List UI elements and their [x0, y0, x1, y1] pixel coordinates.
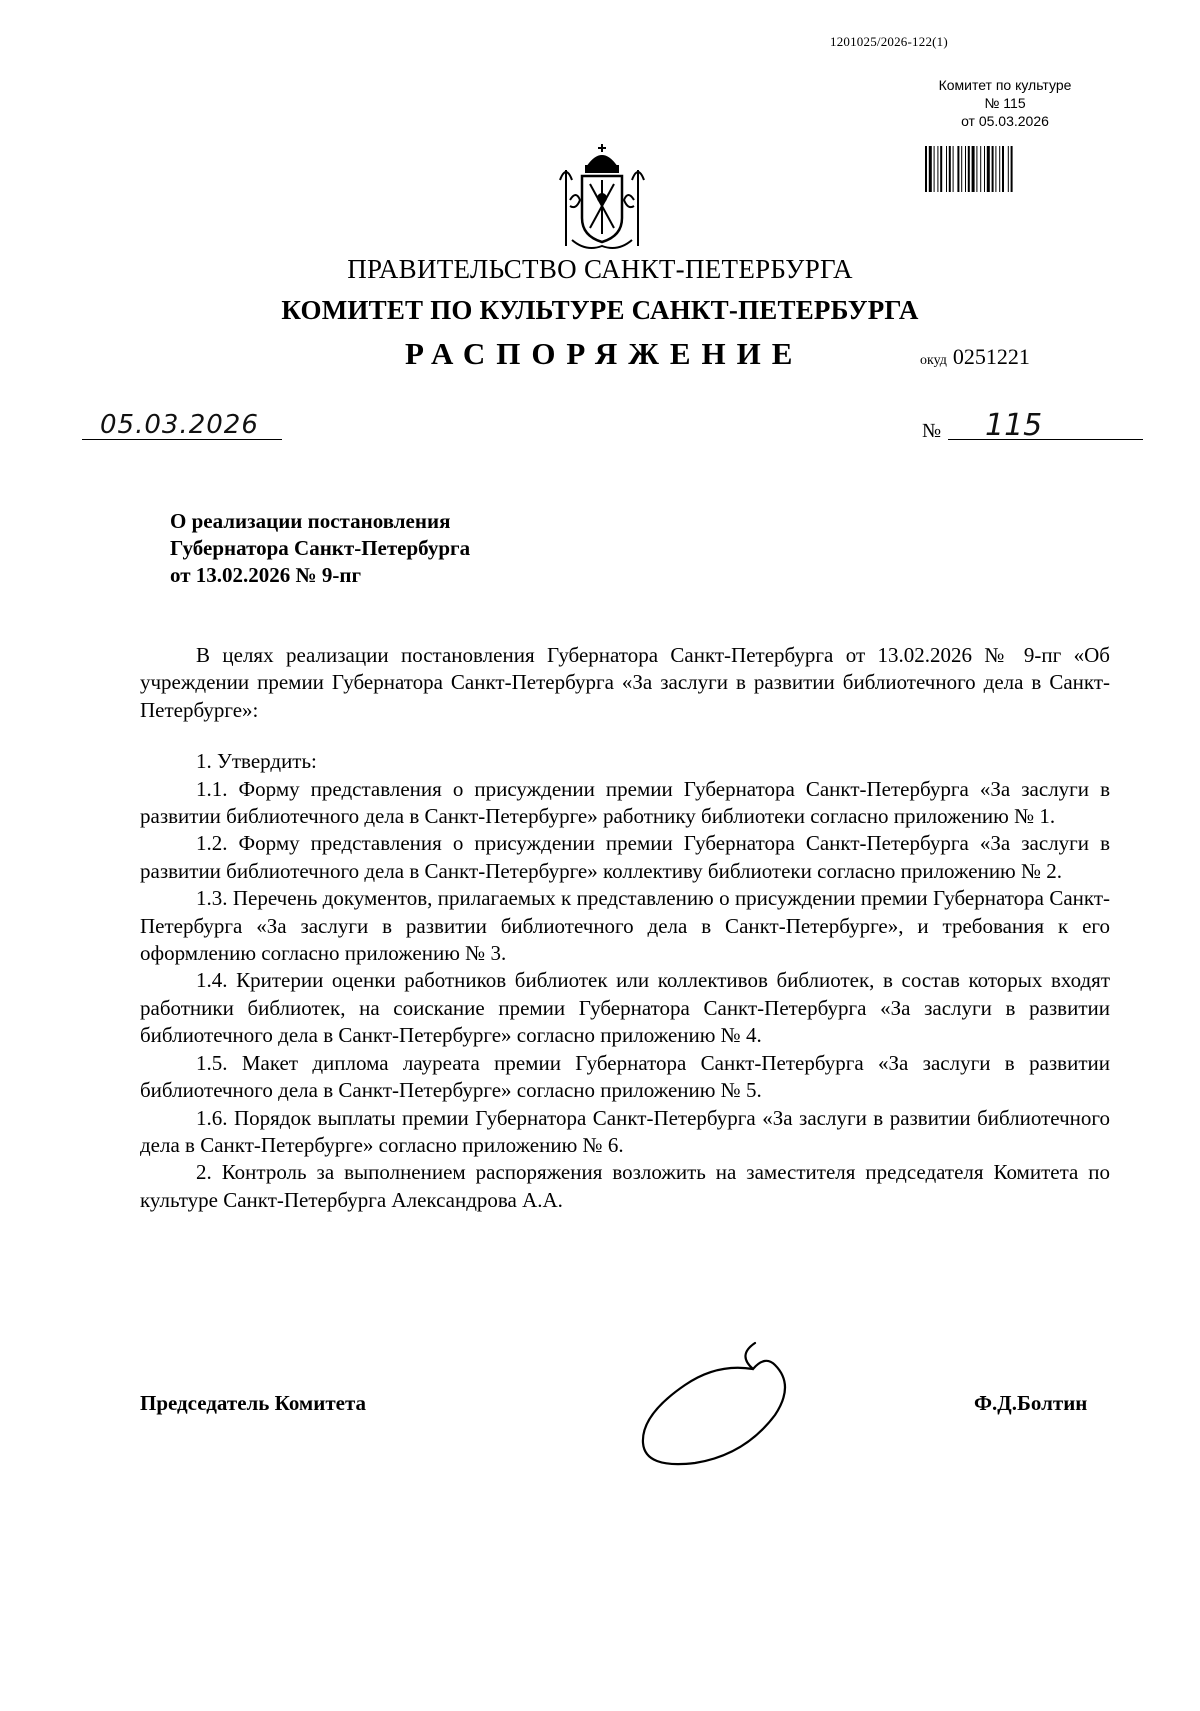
barcode-bar	[961, 146, 962, 192]
clause-1-6: 1.6. Порядок выплаты премии Губернатора Санкт-Петербурга «За заслуги в развитии библиотечного дела в Санкт-Петербурге» согласно приложению № 6.	[140, 1105, 1110, 1157]
barcode-bar	[980, 146, 981, 192]
barcode-bar	[984, 146, 985, 192]
handwritten-date: 05.03.2026	[100, 410, 259, 440]
okud-code	[920, 344, 1030, 370]
document-code: 1201025/2026-122(1)	[830, 34, 948, 49]
barcode-bar	[946, 146, 947, 192]
barcode-bar	[957, 146, 959, 192]
clause-1-1: 1.1. Форму представления о присуждении премии Губернатора Санкт-Петербурга «За заслуги в развитии библиотечного дела в Санкт-Петербурге» работнику библиотеки согласно приложению № 1.	[140, 776, 1110, 829]
signatory-name: Ф.Д.Болтин	[974, 1391, 1088, 1415]
number-underline	[948, 438, 1143, 440]
barcode-bar	[999, 146, 1000, 192]
barcode-bar	[995, 146, 996, 192]
committee-heading: КОМИТЕТ ПО КУЛЬТУРЕ САНКТ-ПЕТЕРБУРГА	[281, 295, 919, 325]
document-type-title: РАСПОРЯЖЕНИЕ	[405, 336, 804, 371]
number-sign: №	[922, 420, 942, 442]
barcode-bar	[1002, 146, 1004, 192]
barcode-bar	[953, 146, 954, 192]
barcode-bar	[934, 146, 935, 192]
subject-line: от 13.02.2026 № 9-пг	[170, 563, 362, 587]
barcode-bar	[992, 146, 994, 192]
clause-1-2: 1.2. Форму представления о присуждении премии Губернатора Санкт-Петербурга «За заслуги в развитии библиотечного дела в Санкт-Петербурге» коллективу библиотеки согласно приложению № 2.	[140, 831, 1110, 883]
clause-1-4: 1.4. Критерии оценки работников библиотек или коллективов библиотек, в состав которых входят работники библиотек, на соискание премии Губернатора Санкт-Петербурга «За заслуги в развитии библиотечного дела в Санкт-Петербурге» согласно приложению № 4.	[140, 968, 1110, 1048]
stamp-org: Комитет по культуре	[938, 77, 1072, 93]
barcode-bar	[929, 146, 932, 192]
clause-1-5: 1.5. Макет диплома лауреата премии Губернатора Санкт-Петербурга «За заслуги в развитии библиотечного дела в Санкт-Петербурге» согласно приложению № 5.	[140, 1050, 1110, 1103]
barcode-bar	[976, 146, 977, 192]
handwritten-signature	[625, 1325, 845, 1475]
registration-stamp	[905, 76, 1105, 130]
document-subject	[170, 508, 470, 589]
barcode-bar	[937, 146, 938, 192]
coat-of-arms-emblem	[556, 140, 648, 255]
clause-1-3: 1.3. Перечень документов, прилагаемых к представлению о присуждении премии Губернатора Санкт-Петербурга «За заслуги в развитии библиотечного дела в Санкт-Петербурге», и требования к его оформлению согласно приложению № 3.	[140, 886, 1110, 966]
handwritten-number: 115	[985, 408, 1043, 443]
clause-1: 1. Утвердить:	[196, 749, 317, 774]
barcode-bar	[972, 146, 975, 192]
government-heading: ПРАВИТЕЛЬСТВО САНКТ-ПЕТЕРБУРГА	[347, 254, 853, 284]
subject-line: Губернатора Санкт-Петербурга	[170, 536, 471, 560]
barcode-bar	[987, 146, 990, 192]
barcode	[925, 146, 1073, 192]
clause-2: 2. Контроль за выполнением распоряжения возложить на заместителя председателя Комитета по культуре Санкт-Петербурга Александрова А.А.	[140, 1160, 1110, 1212]
okud-value: 0251221	[952, 344, 1030, 369]
intro-paragraph: В целях реализации постановления Губернатора Санкт-Петербурга от 13.02.2026 № 9-пг «Об учреждении премии Губернатора Санкт-Петербурга «За заслуги в развитии библиотечного дела в Санкт-Петербурге»:	[140, 643, 1110, 722]
stamp-number: № 115	[984, 95, 1026, 111]
barcode-bar	[968, 146, 970, 192]
barcode-bar	[1011, 146, 1013, 192]
date-underline	[82, 438, 282, 440]
document-body	[140, 642, 1110, 1214]
stamp-date: от 05.03.2026	[961, 113, 1049, 129]
barcode-bar	[940, 146, 942, 192]
okud-label: окуд	[920, 353, 947, 368]
barcode-bar	[1008, 146, 1009, 192]
barcode-bar	[965, 146, 966, 192]
barcode-bar	[949, 146, 951, 192]
barcode-bar	[925, 146, 927, 192]
signatory-position: Председатель Комитета	[140, 1391, 367, 1415]
subject-line: О реализации постановления	[170, 509, 451, 533]
